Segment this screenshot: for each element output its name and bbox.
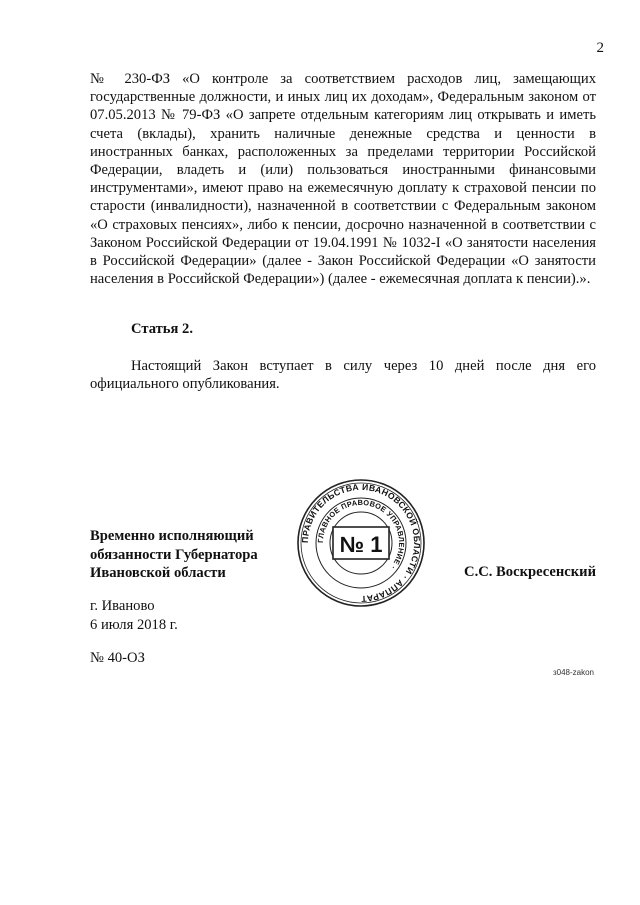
place-date (90, 597, 178, 634)
seal-outer-text: ПРАВИТЕЛЬСТВА ИВАНОВСКОЙ ОБЛАСТИ · АППАРАТ (299, 481, 423, 605)
official-seal (296, 478, 426, 608)
signatory-title-line: Временно исполняющий (90, 528, 254, 544)
body-paragraph: № 230-ФЗ «О контроле за соответствием расходов лиц, замещающих государственные должности, и иных лиц их доходам», Федеральным законом от 07.05.2013 № 79-ФЗ «О запрете отдельным категориям лиц открывать и иметь счета (вклады), хранить наличные денежные средства и ценности в иностранных банках, расположенных за пределами территории Российской Федерации, владеть и (или) пользоваться иностранными финансовыми инструментами», имеют право на ежемесячную доплату к страховой пенсии по старости (инвалидности), назначенной в соответствии с Федеральным законом «О страховых пенсиях», либо к пенсии, досрочно назначенной в соответствии с Законом Российской Федерации от 19.04.1991 № 1032-I «О занятости населения в Российской Федерации» (далее - Закон Российской Федерации «О занятости населения в Российской Федерации») (далее - ежемесячная доплата к пенсии).». (90, 71, 596, 288)
page-number: 2 (596, 40, 604, 56)
signatory-name: С.С. Воскресенский (464, 564, 596, 580)
place: г. Иваново (90, 598, 155, 614)
seal-inner-text: ГЛАВНОЕ ПРАВОВОЕ УПРАВЛЕНИЕ · (315, 497, 407, 572)
signatory-title (90, 527, 258, 583)
signatory-title-line: обязанности Губернатора (90, 546, 258, 563)
article-heading: Статья 2. (131, 321, 193, 337)
article-text: Настоящий Закон вступает в силу через 10 дней после дня его официального опубликования. (90, 358, 596, 393)
seal-center-number: № 1 (339, 532, 383, 557)
document-code: з048-zakon (552, 668, 594, 677)
law-number: № 40-ОЗ (90, 650, 145, 666)
date: 6 июля 2018 г. (90, 616, 178, 633)
signatory-title-line: Ивановской области (90, 565, 226, 581)
